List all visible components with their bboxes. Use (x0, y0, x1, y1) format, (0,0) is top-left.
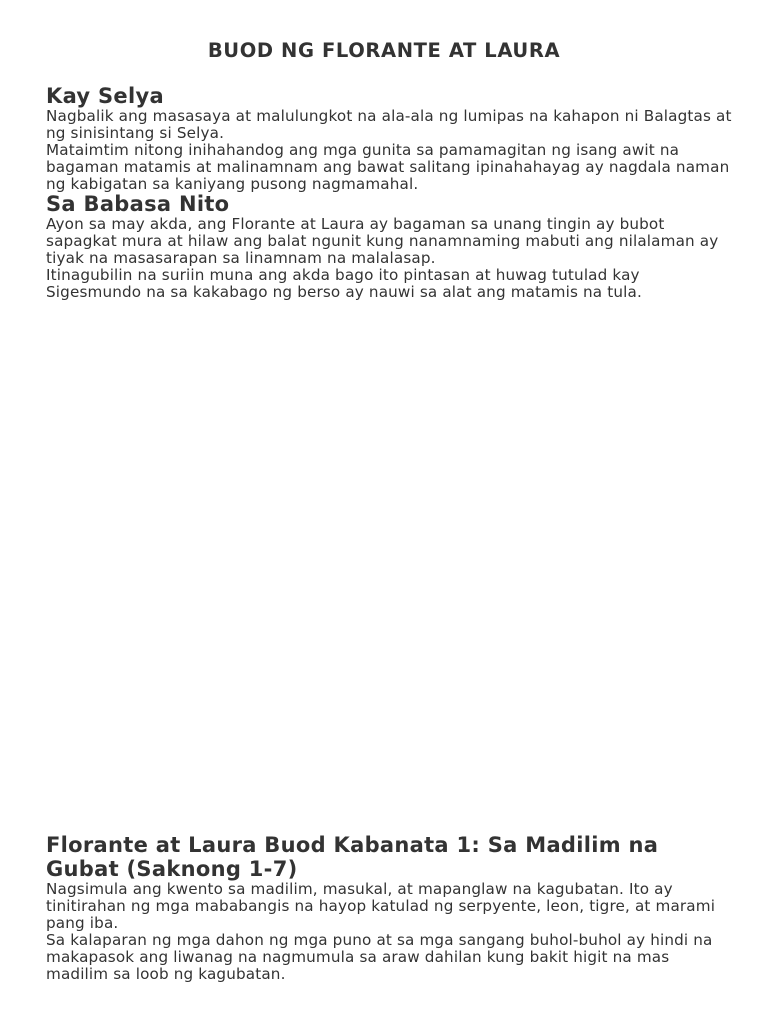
section-heading: Sa Babasa Nito (46, 192, 230, 216)
section-paragraph: Ayon sa may akda, ang Florante at Laura ay bagaman sa unang tingin ay bubot sapagkat mura at hilaw ang balat ngunit kung nanamnaming mabuti ang nilalaman ay tiyak na masasarapan sa linamnam na malalasap. (46, 215, 719, 267)
section-heading: Kay Selya (46, 84, 164, 108)
section-sa-babasa-nito (46, 193, 736, 301)
document-title: BUOD NG FLORANTE AT LAURA (207, 39, 561, 62)
section-kabanata-1 (46, 834, 736, 983)
section-paragraph: Sa kalaparan ng mga dahon ng mga puno at sa mga sangang buhol-buhol ay hindi na makapasok ang liwanag na nagmumula sa araw dahilan kung bakit higit na mas madilim sa loob ng kagubatan. (46, 931, 713, 983)
section-kay-selya (46, 85, 736, 193)
section-heading: Florante at Laura Buod Kabanata 1: Sa Madilim na Gubat (Saknong 1-7) (46, 833, 659, 881)
section-paragraph: Mataimtim nitong inihahandog ang mga gunita sa pamamagitan ng isang awit na bagaman matamis at malinamnam ang bawat salitang ipinahahayag ay nagdala naman ng kabigatan sa kaniyang pusong nagmamahal. (46, 141, 730, 193)
section-paragraph: Nagbalik ang masasaya at malulungkot na ala-ala ng lumipas na kahapon ni Balagtas at ng sinisintang si Selya. (46, 107, 732, 142)
section-paragraph: Nagsimula ang kwento sa madilim, masukal, at mapanglaw na kagubatan. Ito ay tinitirahan ng mga mababangis na hayop katulad ng serpyente, leon, tigre, at marami pang iba. (46, 880, 716, 932)
section-paragraph: Itinagubilin na suriin muna ang akda bago ito pintasan at huwag tutulad kay Sigesmundo na sa kakabago ng berso ay nauwi sa alat ang matamis na tula. (46, 266, 642, 301)
